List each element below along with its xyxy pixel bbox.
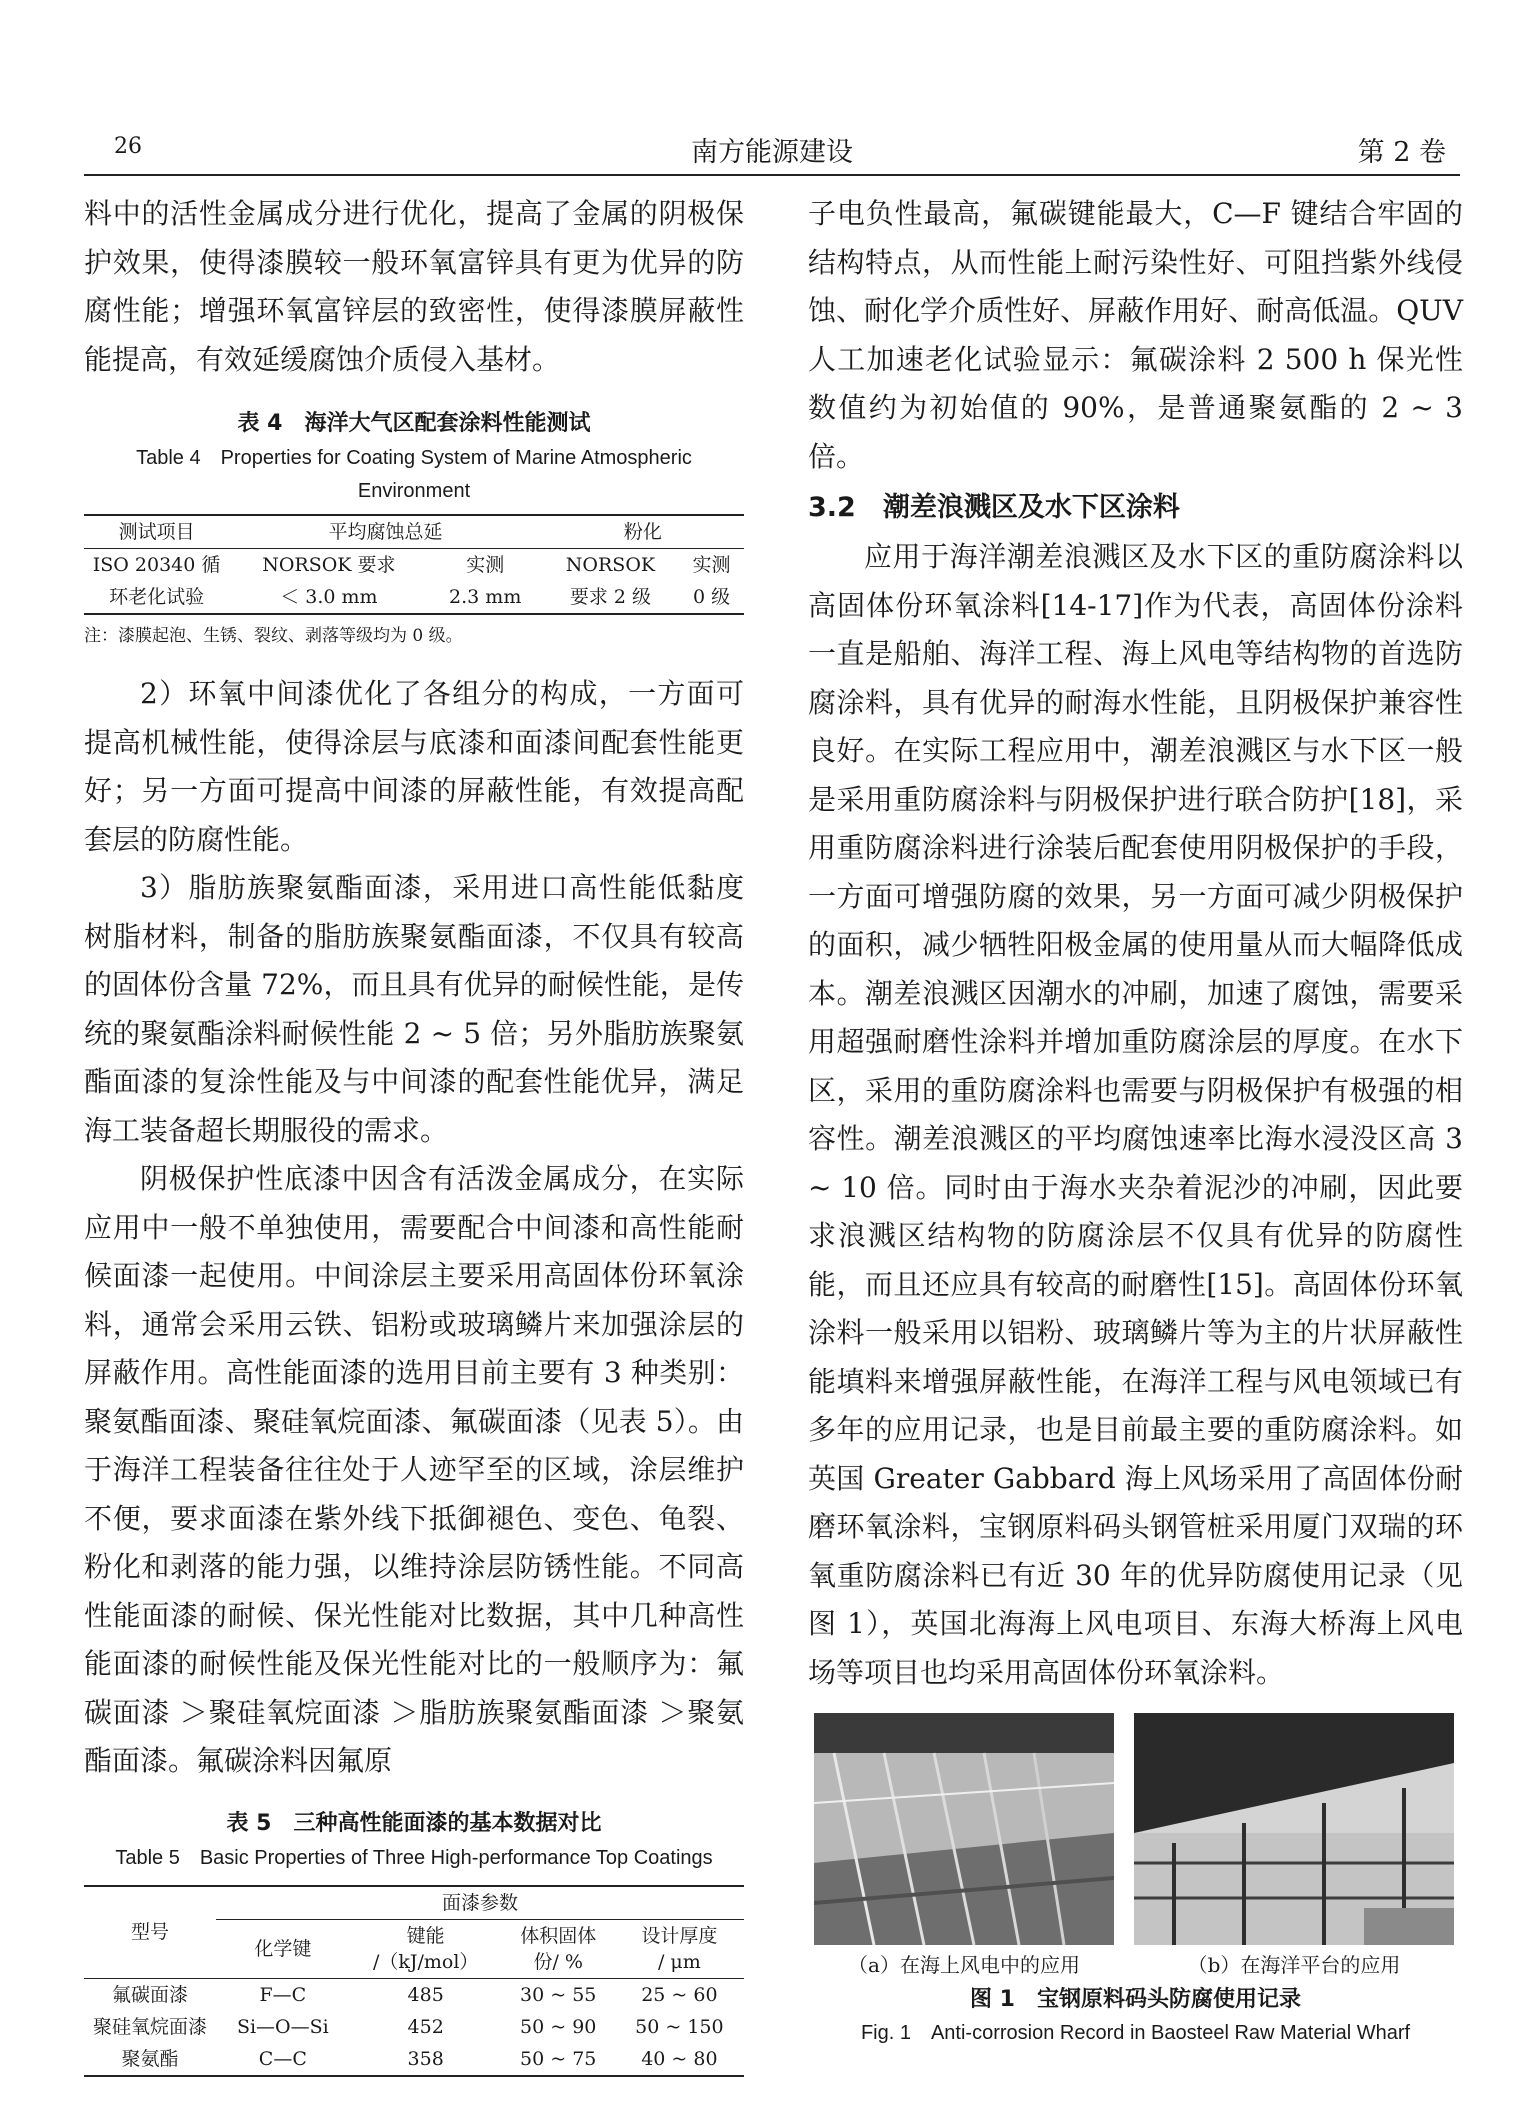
- table-header-row: [84, 1886, 744, 1920]
- table-cell: 358: [350, 2043, 502, 2076]
- table-header-cell: 测试项目: [84, 515, 229, 549]
- figure-caption-cn: 图 1 宝钢原料码头防腐使用记录: [970, 1987, 1301, 2012]
- table-header-cell: 型号: [84, 1886, 216, 1979]
- header-line: 设计厚度: [641, 1924, 718, 1947]
- table-header-cell: 粉化: [542, 515, 744, 549]
- paragraph: 料中的活性金属成分进行优化，提高了金属的阴极保护效果，使得漆膜较一般环氧富锌具有更为优异的防腐性能；增强环氧富锌层的致密性，使得漆膜屏蔽性能提高，有效延缓腐蚀介质侵入基材。: [84, 197, 744, 376]
- header-line: 键能: [406, 1924, 445, 1947]
- photo-ocean-platform: [1134, 1713, 1454, 1945]
- table-cell: 50 ~ 75: [502, 2043, 615, 2076]
- header-line: /（kJ/mol）: [372, 1950, 479, 1973]
- table-caption-cn: 表 5 三种高性能面漆的基本数据对比: [226, 1810, 602, 1836]
- table-cell: 聚硅氧烷面漆: [92, 2015, 207, 2038]
- table-header-cell: 面漆参数: [216, 1886, 744, 1920]
- table-cell: 实测: [466, 554, 505, 576]
- table-cell: 环老化试验: [84, 581, 229, 614]
- table-cell: NORSOK: [565, 554, 656, 576]
- table-cell: C—C: [216, 2043, 350, 2076]
- table-cell: 25 ~ 60: [641, 1983, 718, 2006]
- table-header-cell: 化学键: [216, 1919, 350, 1978]
- table-cell: 50 ~ 90: [520, 2015, 597, 2038]
- table-caption-cn: 表 4 海洋大气区配套涂料性能测试: [237, 411, 591, 436]
- table-row: [84, 549, 744, 582]
- header-line: 份/ %: [533, 1950, 583, 1973]
- table-row: [84, 581, 744, 614]
- table-cell: 氟碳面漆: [111, 1983, 188, 2006]
- right-column: [808, 190, 1463, 2049]
- table-row: [84, 1978, 744, 2011]
- table-row: [84, 2011, 744, 2043]
- table-header-row: [84, 515, 744, 549]
- table-cell: ISO 20340 循: [92, 554, 221, 576]
- subfigure-caption-a: （a）在海上风电中的应用: [848, 1953, 1080, 1977]
- left-column: [84, 190, 744, 2077]
- table-header-cell: [615, 1919, 744, 1978]
- paragraph: 子电负性最高，氟碳键能最大，C—F 键结合牢固的结构特点，从而性能上耐污染性好、可阻挡紫外线侵蚀、耐化学介质性好、屏蔽作用好、耐高低温。QUV 人工加速老化试验显示：氟碳涂料 2 500 h 保光性数值约为初始值的 90%，是普通聚氨酯的 2 ~ 3 倍。: [808, 197, 1463, 473]
- paragraph: 3）脂肪族聚氨酯面漆，采用进口高性能低黏度树脂材料，制备的脂肪族聚氨酯面漆，不仅具有较高的固体份含量 72%，而且具有优异的耐候性能，是传统的聚氨酯涂料耐候性能 2 ~ 5 倍；另外脂肪族聚氨酯面漆的复涂性能及与中间漆的配套性能优异，满足海工装备超长期服役的需求。: [84, 871, 744, 1147]
- page-number: 26: [114, 134, 142, 159]
- table-cell: 30 ~ 55: [520, 1983, 597, 2006]
- table-cell: 40 ~ 80: [615, 2043, 744, 2076]
- table-row: [84, 2043, 744, 2076]
- paragraph: 应用于海洋潮差浪溅区及水下区的重防腐涂料以高固体份环氧涂料[14-17]作为代表，高固体份涂料一直是船舶、海洋工程、海上风电等结构物的首选防腐涂料，具有优异的耐海水性能，且阴极保护兼容性良好。在实际工程应用中，潮差浪溅区与水下区一般是采用重防腐涂料与阴极保护进行联合防护[18]，采用重防腐涂料进行涂装后配套使用阴极保护的手段，一方面可增强防腐的效果，另一方面可减少阴极保护的面积，减少牺牲阳极金属的使用量从而大幅降低成本。潮差浪溅区因潮水的冲刷，加速了腐蚀，需要采用超强耐磨性涂料并增加重防腐涂层的厚度。在水下区，采用的重防腐涂料也需要与阴极保护有极强的相容性。潮差浪溅区的平均腐蚀速率比海水浸没区高 3 ~ 10 倍。同时由于海水夹杂着泥沙的冲刷，因此要求浪溅区结构物的防腐涂层不仅具有优异的防腐性能，而且还应具有较高的耐磨性[15]。高固体份环氧涂料一般采用以铝粉、玻璃鳞片等为主的片状屏蔽性能填料来增强屏蔽性能，在海洋工程与风电领域已有多年的应用记录，也是目前最主要的重防腐涂料。如英国 Greater Gabbard 海上风场采用了高固体份耐磨环氧涂料，宝钢原料码头钢管桩采用厦门双瑞的环氧重防腐涂料已有近 30 年的优异防腐使用记录（见图 1），英国北海海上风电项目、东海大桥海上风电场等项目也均采用高固体份环氧涂料。: [808, 540, 1463, 1689]
- table-cell: 0 级: [679, 581, 744, 614]
- volume-label: 第 2 卷: [1357, 137, 1446, 168]
- table-5-grid: [84, 1885, 744, 2077]
- table-cell: 485: [407, 1983, 444, 2006]
- table-header-cell: [350, 1919, 502, 1978]
- table-cell: F—C: [259, 1983, 307, 2006]
- table-cell: ＜ 3.0 mm: [229, 581, 428, 614]
- header-line: / μm: [657, 1950, 701, 1973]
- figure-1: [808, 1713, 1463, 1983]
- table-4: [84, 406, 744, 646]
- table-cell: 2.3 mm: [429, 581, 542, 614]
- photo-offshore-wind: [814, 1713, 1114, 1945]
- table-cell: 452: [407, 2015, 444, 2038]
- table-header-cell: 平均腐蚀总延: [229, 515, 542, 549]
- table-note: 注：漆膜起泡、生锈、裂纹、剥落等级均为 0 级。: [84, 626, 463, 646]
- table-4-grid: [84, 514, 744, 615]
- table-caption-en: Table 5 Basic Properties of Three High-performance Top Coatings: [115, 1846, 713, 1869]
- journal-title: 南方能源建设: [691, 137, 853, 168]
- header-line: 体积固体: [520, 1924, 597, 1947]
- table-5: [84, 1806, 744, 2077]
- photo-offshore-wind-image: [814, 1713, 1114, 1945]
- table-cell: 聚氨酯: [84, 2043, 216, 2076]
- photo-ocean-platform-image: [1134, 1713, 1454, 1945]
- paragraph: 2）环氧中间漆优化了各组分的构成，一方面可提高机械性能，使得涂层与底漆和面漆间配套性能更好；另一方面可提高中间漆的屏蔽性能，有效提高配套层的防腐性能。: [84, 677, 744, 856]
- table-caption-en: Table 4 Properties for Coating System of Marine Atmospheric Environment: [136, 447, 692, 502]
- table-cell: 50 ~ 150: [635, 2015, 724, 2038]
- table-cell: Si—O—Si: [236, 2015, 329, 2038]
- running-header: [84, 126, 1460, 176]
- section-heading: 3.2 潮差浪溅区及水下区涂料: [808, 492, 1180, 523]
- table-header-cell: [502, 1919, 615, 1978]
- paragraph: 阴极保护性底漆中因含有活泼金属成分，在实际应用中一般不单独使用，需要配合中间漆和高性能耐候面漆一起使用。中间涂层主要采用高固体份环氧涂料，通常会采用云铁、铝粉或玻璃鳞片来加强涂层的屏蔽作用。高性能面漆的选用目前主要有 3 种类别：聚氨酯面漆、聚硅氧烷面漆、氟碳面漆（见表 5）。由于海洋工程装备往往处于人迹罕至的区域，涂层维护不便，要求面漆在紫外线下抵御褪色、变色、龟裂、粉化和剥落的能力强，以维持涂层防锈性能。不同高性能面漆的耐候、保光性能对比数据，其中几种高性能面漆的耐候性能及保光性能对比的一般顺序为：氟碳面漆 ＞聚硅氧烷面漆 ＞脂肪族聚氨酯面漆 ＞聚氨酯面漆。氟碳涂料因氟原: [84, 1162, 744, 1777]
- table-cell: 要求 2 级: [542, 581, 679, 614]
- figure-caption-en: Fig. 1 Anti-corrosion Record in Baosteel Raw Material Wharf: [860, 2022, 1411, 2044]
- subfigure-caption-b: （b）在海洋平台的应用: [1187, 1953, 1401, 1977]
- table-cell: 实测: [692, 554, 731, 576]
- table-cell: NORSOK 要求: [262, 554, 396, 576]
